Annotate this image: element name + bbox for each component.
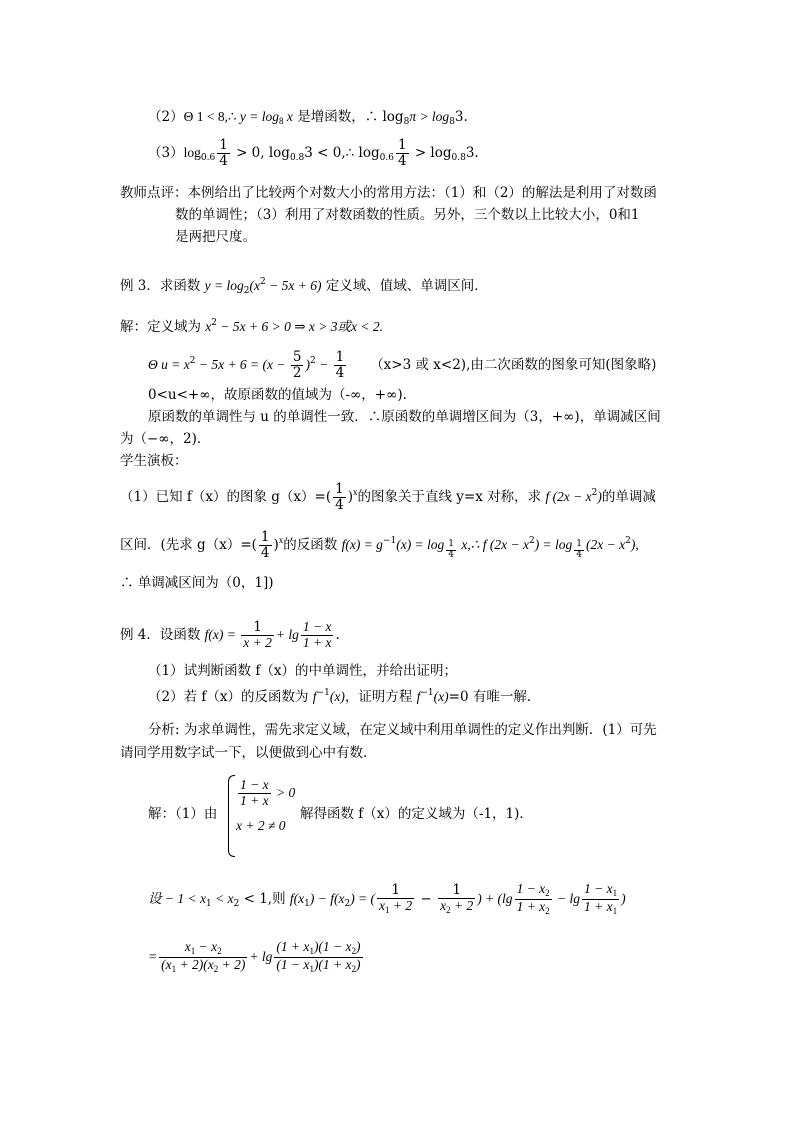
monotonic-proof-2: = $\frac{x_1 - x_2}{(x_1 + 2)(x_2 + 2)}$ + lg $\frac{(1 + x_1)(1 - x_2)}{(1 - x_1)(1 + x_2)}$	[148, 939, 361, 974]
monotonic-text: 原函数的单调性与 u 的单调性一致．∴原函数的单调增区间为（3，+∞)，单调减区间	[148, 409, 661, 425]
solution-3-domain: 解：定义域为 $x^2 - 5x + 6 > 0$ ⇒ x > 3或x < 2.	[120, 318, 383, 335]
system-brace	[228, 775, 235, 857]
example-3: 例 3．求函数 $y = \log_2(x^2 - 5x + 6)$ 定义域、值域、单调区间．	[120, 277, 488, 296]
student-exercise-3: ∴ 单调减区间为（0，1])	[120, 575, 274, 591]
item-2: （2）Θ 1 < 8,∴ $y = \log_8 x$ 是增函数，∴ $\log_8\pi > \log_83$.	[148, 109, 468, 127]
teacher-note-2: 数的单调性；（3）利用了对数函数的性质。另外，三个数以上比较大小，0和1	[175, 207, 640, 223]
question-1: （1）试判断函数 f（x）的中单调性，并给出证明；	[148, 663, 457, 679]
monotonic-proof-1: 设 − $1 < x_1 < x_2 < 1$,则 $f(x_1) - f(x_2)$ = ( $\frac{1}{x_1 + 2}$ − $\frac{1}{x_2 + 2}$ ) + (lg $\frac{1 - x_2}{1 + x_2}$ − lg $\frac{1 - x_1}{1 + x_1}$ )	[148, 881, 626, 916]
student-board-heading: 学生演板：	[120, 453, 188, 469]
item-3: $(3)\log_{0.6}$ $\frac{1}{4}$ > 0, $\log_{0.8}3$ < 0,∴ $\log_{0.6}$ $\frac{1}{4}$ > $\log_{0.8}3$.	[148, 137, 479, 169]
teacher-note-3: 是两把尺度。	[175, 229, 256, 245]
system-label: 解：（1）由	[148, 806, 218, 822]
example-4: 例 4．设函数 f(x) = $\frac{1}{x + 2}$ + lg $\frac{1 - x}{1 + x}$ .	[120, 619, 340, 650]
student-exercise-2: 区间．(先求 g（x）=( $\frac{1}{4}$ )$^x$的反函数 $f(x) = g^{-1}(x) = \log$ $\frac{1}{4}$ x,∴ f $(2x - x^2) = \log$ $\frac{1}{4}$ $(2x - x^2)$,	[120, 529, 639, 561]
system-ineq-2: x + 2 ≠ 0	[236, 818, 286, 833]
system-ineq-1: $\frac{1 - x}{1 + x}$ > 0	[240, 777, 296, 808]
range-text: 0<u<+∞，故原函数的值域为（-∞，+∞).	[148, 387, 407, 403]
analysis-2: 请同学用数字试一下，以便做到心中有数．	[120, 745, 377, 761]
analysis-1: 分析: 为求单调性，需先求定义域，在定义域中利用单调性的定义作出判断．(1）可先	[148, 722, 657, 738]
student-exercise-1: （1）已知 f（x）的图象 g（x）=( $\frac{1}{4}$ )$^x$的图象关于直线 y=x 对称，求 f $(2x - x^2)$的单调减	[120, 481, 656, 513]
system-result: 解得函数 f（x）的定义域为（-1，1)．	[300, 806, 533, 822]
solution-3-u: Θ $u = x^2 - 5x + 6 = (x$ − $\frac{5}{2}$ )$^2$ − $\frac{1}{4}$ （x>3 或 x<2),由二次函数的图象可知(图象略)	[148, 349, 657, 381]
monotonic-text-2: 为（−∞，2)．	[120, 431, 211, 447]
teacher-note-1: 教师点评：本例给出了比较两个对数大小的常用方法：（1）和（2）的解法是利用了对数函	[120, 185, 657, 201]
question-2: （2）若 f（x）的反函数为 $f^{-1}(x)$，证明方程 $f^{-1}(x)=0$ 有唯一解．	[148, 688, 541, 705]
